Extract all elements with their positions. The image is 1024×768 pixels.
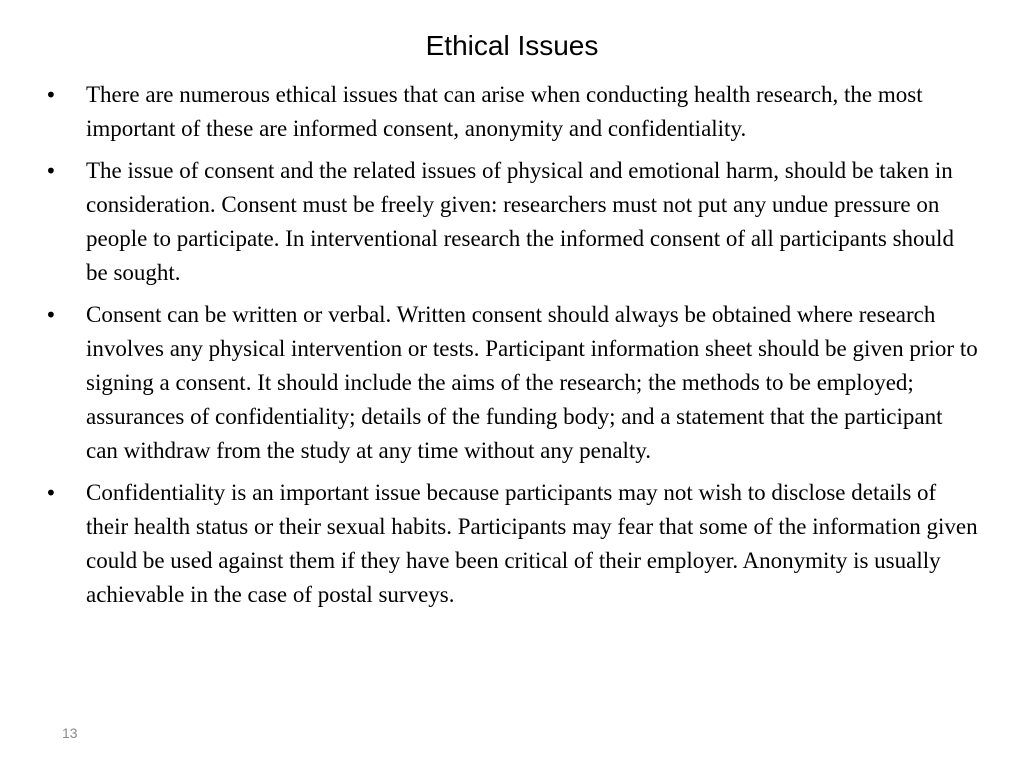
slide-title: Ethical Issues bbox=[425, 30, 599, 61]
bullet-text: Confidentiality is an important issue because participants may not wish to disclose details of their health status or their sexual habits. Participants may fear that some of the information given could be used against them if they have been critical of their employer. Anonymity is usually achievable in the case of postal surveys. bbox=[86, 480, 978, 607]
bullet-item bbox=[45, 154, 980, 290]
bullet-text: Consent can be written or verbal. Written consent should always be obtained where research involves any physical intervention or tests. Participant information sheet should be given prior to signing a consent. It should include the aims of the research; the methods to be employed; assurances of confidentiality; details of the funding body; and a statement that the participant can withdraw from the study at any time without any penalty. bbox=[86, 302, 978, 463]
bullet-text: There are numerous ethical issues that can arise when conducting health research, the most important of these are informed consent, anonymity and confidentiality. bbox=[86, 82, 923, 141]
bullet-text: The issue of consent and the related issues of physical and emotional harm, should be taken in consideration. Consent must be freely given: researchers must not put any undue pressure on people to participate. In interventional research the informed consent of all participants should be sought. bbox=[86, 158, 954, 285]
bullet-icon: • bbox=[45, 303, 57, 327]
bullet-icon: • bbox=[45, 83, 57, 107]
bullet-icon: • bbox=[45, 159, 57, 183]
bullet-icon: • bbox=[45, 481, 57, 505]
bullet-item bbox=[45, 78, 980, 146]
bullet-item bbox=[45, 476, 980, 612]
bullet-item bbox=[45, 298, 980, 468]
bullet-list bbox=[45, 78, 980, 620]
page-number: 13 bbox=[62, 725, 78, 741]
